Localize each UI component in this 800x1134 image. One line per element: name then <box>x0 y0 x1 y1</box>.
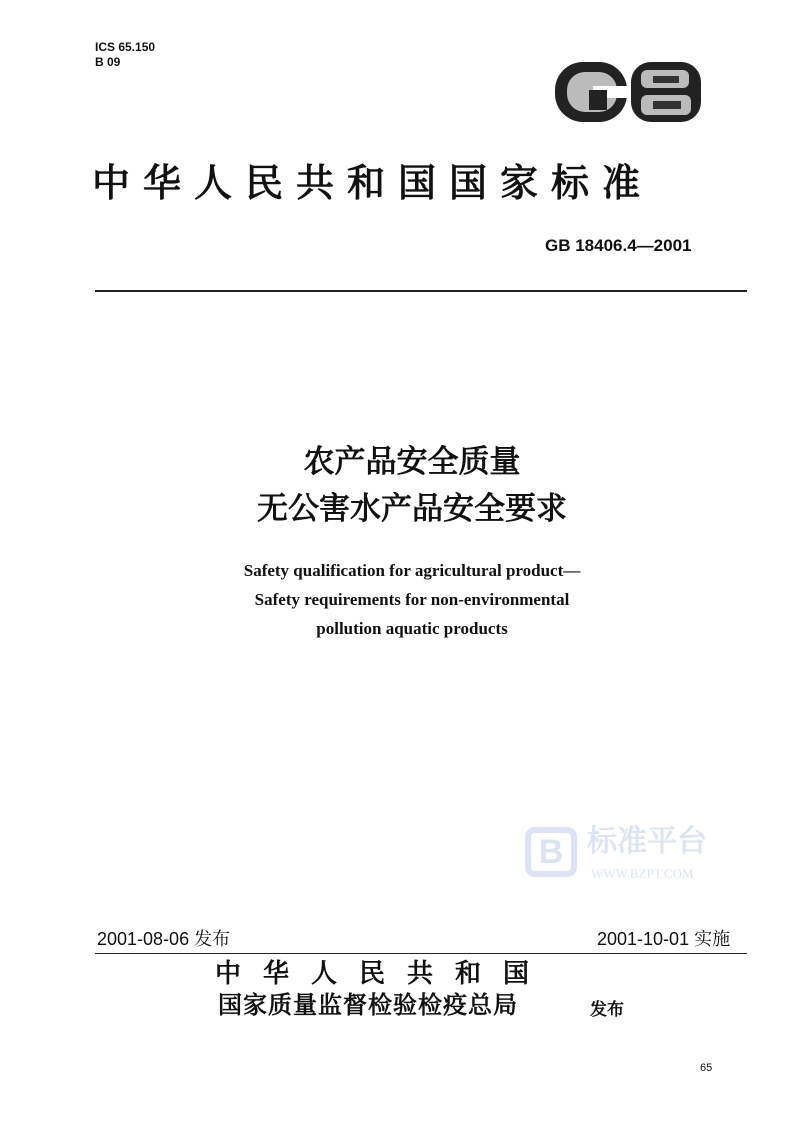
national-standard-title: 中华人民共和国国家标准 <box>92 160 654 205</box>
watermark-logo-icon: B <box>525 827 577 877</box>
title-cn-line-2: 无公害水产品安全要求 <box>257 491 567 526</box>
watermark-name: 标准平台 <box>587 824 707 859</box>
divider <box>95 953 747 954</box>
title-en-line-1: Safety qualification for agricultural product— <box>243 561 581 580</box>
issuer-action: 发布 <box>590 1000 624 1019</box>
page-number: 65 <box>700 1062 713 1074</box>
watermark-url: WWW.BZPT.COM <box>591 866 694 881</box>
issuer-line-2: 国家质量监督检验检疫总局 <box>218 992 518 1019</box>
gb-logo <box>553 60 703 124</box>
title-en-line-2: Safety requirements for non-environmental <box>254 590 570 609</box>
implementation-date: 2001-10-01 实施 <box>597 929 731 949</box>
classification-codes <box>95 40 155 70</box>
divider <box>95 290 747 292</box>
title-en-line-3: pollution aquatic products <box>316 619 508 638</box>
issue-date: 2001-08-06 发布 <box>97 929 231 949</box>
ics-code: ICS 65.150 <box>95 40 156 54</box>
issuer-line-1: 中华人民共和国 <box>215 958 552 988</box>
title-cn-line-1: 农产品安全质量 <box>303 444 521 479</box>
standard-number: GB 18406.4—2001 <box>545 236 692 255</box>
watermark <box>525 824 735 894</box>
ccs-code: B 09 <box>95 55 121 69</box>
